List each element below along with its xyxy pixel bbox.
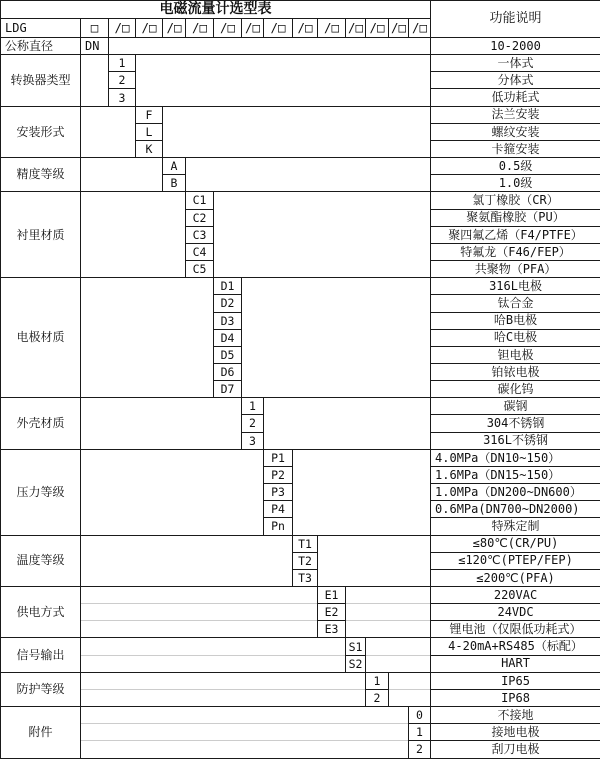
option-code: 2 (366, 689, 389, 706)
option-code: P3 (264, 484, 293, 501)
spacer-cell (81, 707, 409, 724)
option-code: D6 (214, 363, 242, 380)
spacer-cell (264, 415, 431, 432)
option-desc: 铂铱电极 (431, 363, 600, 380)
option-desc: 316L不锈钢 (431, 432, 600, 449)
category-label: 转换器类型 (1, 55, 81, 106)
spacer-cell (318, 535, 431, 552)
option-desc: 1.6MPa（DN15~150） (431, 466, 600, 483)
option-desc: 哈B电极 (431, 312, 600, 329)
spacer-cell (346, 621, 431, 638)
spacer-cell (81, 587, 318, 604)
category-label: 精度等级 (1, 158, 81, 192)
option-code: 2 (242, 415, 264, 432)
option-desc: 卡箍安装 (431, 140, 600, 157)
option-desc: 1.0MPa（DN200~DN600） (431, 484, 600, 501)
option-desc: 0.5级 (431, 158, 600, 175)
spacer-cell (242, 346, 431, 363)
option-desc: HART (431, 655, 600, 672)
option-desc: 氯丁橡胶（CR） (431, 192, 600, 209)
category-label: 衬里材质 (1, 192, 81, 278)
category-label: 防护等级 (1, 672, 81, 706)
option-code: 1 (242, 398, 264, 415)
model-code-slot: /□ (186, 19, 214, 38)
spacer-cell (136, 72, 431, 89)
option-code: C5 (186, 261, 214, 278)
option-code: F (136, 106, 163, 123)
spacer-cell (242, 295, 431, 312)
option-code: P4 (264, 501, 293, 518)
option-desc: 钛合金 (431, 295, 600, 312)
spacer-cell (81, 398, 242, 415)
option-code: D2 (214, 295, 242, 312)
option-code: D1 (214, 278, 242, 295)
option-code: 3 (109, 89, 136, 106)
option-desc: ≤80℃(CR/PU) (431, 535, 600, 552)
page-title: 电磁流量计选型表 (1, 1, 431, 19)
option-desc: 聚氨酯橡胶（PU） (431, 209, 600, 226)
option-desc: 碳钢 (431, 398, 600, 415)
spacer-cell (81, 226, 186, 243)
option-desc: ≤200℃(PFA) (431, 569, 600, 586)
spacer-cell (163, 140, 431, 157)
option-desc: 法兰安装 (431, 106, 600, 123)
option-desc: 特殊定制 (431, 518, 600, 535)
spacer-cell (366, 638, 431, 655)
model-code-slot: /□ (366, 19, 389, 38)
option-desc: 共聚物（PFA） (431, 261, 600, 278)
option-code: E3 (318, 621, 346, 638)
option-code: 0 (409, 707, 431, 724)
option-code: D4 (214, 329, 242, 346)
spacer-cell (346, 604, 431, 621)
spacer-cell (81, 604, 318, 621)
spacer-cell (264, 398, 431, 415)
option-desc: 4-20mA+RS485（标配） (431, 638, 600, 655)
spacer-cell (81, 466, 264, 483)
category-label: 供电方式 (1, 587, 81, 638)
spacer-cell (81, 535, 293, 552)
spacer-cell (293, 518, 431, 535)
spacer-cell (81, 621, 318, 638)
spacer-cell (81, 484, 264, 501)
spacer-cell (242, 312, 431, 329)
option-code: C4 (186, 243, 214, 260)
option-code: T2 (293, 552, 318, 569)
spacer-cell (81, 295, 214, 312)
option-code: D7 (214, 381, 242, 398)
option-code: C1 (186, 192, 214, 209)
model-code-slot: /□ (318, 19, 346, 38)
option-code: S1 (346, 638, 366, 655)
option-code: C2 (186, 209, 214, 226)
spacer-cell (81, 655, 346, 672)
category-label: 安装形式 (1, 106, 81, 157)
spacer-cell (366, 655, 431, 672)
spacer-cell (264, 432, 431, 449)
spacer-cell (81, 415, 242, 432)
option-desc: 304不锈钢 (431, 415, 600, 432)
category-label: 压力等级 (1, 449, 81, 535)
spacer-cell (346, 587, 431, 604)
spacer-cell (81, 106, 136, 123)
spacer-cell (81, 89, 109, 106)
spacer-cell (81, 158, 163, 175)
option-desc: 分体式 (431, 72, 600, 89)
spacer-cell (81, 72, 109, 89)
spacer-cell (81, 329, 214, 346)
option-code: T3 (293, 569, 318, 586)
category-label: 外壳材质 (1, 398, 81, 449)
spacer-cell (293, 501, 431, 518)
spacer-cell (81, 724, 409, 741)
spacer-cell (242, 278, 431, 295)
spacer-cell (242, 329, 431, 346)
option-code: E2 (318, 604, 346, 621)
option-desc: ≤120℃(PTEP/FEP) (431, 552, 600, 569)
spacer-cell (81, 689, 366, 706)
spacer-cell (293, 466, 431, 483)
option-desc: 1.0级 (431, 175, 600, 192)
option-desc: 316L电极 (431, 278, 600, 295)
option-desc: 锂电池（仅限低功耗式） (431, 621, 600, 638)
category-label: 附件 (1, 707, 81, 758)
spacer-cell (136, 89, 431, 106)
option-desc: 接地电极 (431, 724, 600, 741)
option-code: P2 (264, 466, 293, 483)
model-code-slot: /□ (242, 19, 264, 38)
option-code: S2 (346, 655, 366, 672)
option-desc: 不接地 (431, 707, 600, 724)
spacer-cell (214, 192, 431, 209)
spacer-cell (81, 261, 186, 278)
spacer-cell (293, 484, 431, 501)
option-code: 2 (409, 741, 431, 758)
option-desc: 0.6MPa(DN700~DN2000) (431, 501, 600, 518)
option-code: Pn (264, 518, 293, 535)
spacer-cell (81, 243, 186, 260)
spacer-cell (81, 552, 293, 569)
spacer-cell (81, 363, 214, 380)
model-code-slot: /□ (214, 19, 242, 38)
spacer-cell (81, 209, 186, 226)
spacer-cell (214, 261, 431, 278)
option-code: K (136, 140, 163, 157)
spacer-cell (81, 175, 163, 192)
spacer-cell (293, 449, 431, 466)
spacer-cell (242, 381, 431, 398)
category-label: 电极材质 (1, 278, 81, 398)
option-code: D5 (214, 346, 242, 363)
option-desc: 哈C电极 (431, 329, 600, 346)
model-prefix: LDG (1, 19, 81, 38)
model-code-slot: /□ (409, 19, 431, 38)
category-label: 温度等级 (1, 535, 81, 586)
spacer-cell (109, 38, 431, 55)
option-code: 1 (366, 672, 389, 689)
spacer-cell (81, 449, 264, 466)
spacer-cell (81, 278, 214, 295)
option-desc: 一体式 (431, 55, 600, 72)
option-desc: 特氟龙（F46/FEP） (431, 243, 600, 260)
model-code-slot: /□ (346, 19, 366, 38)
spacer-cell (81, 569, 293, 586)
spacer-cell (136, 55, 431, 72)
spacer-cell (163, 106, 431, 123)
option-desc: 钽电极 (431, 346, 600, 363)
option-code: D3 (214, 312, 242, 329)
option-desc: 刮刀电极 (431, 741, 600, 758)
option-code: L (136, 123, 163, 140)
option-code: P1 (264, 449, 293, 466)
function-column-header: 功能说明 (431, 1, 600, 38)
spacer-cell (81, 518, 264, 535)
option-desc: IP68 (431, 689, 600, 706)
option-desc: IP65 (431, 672, 600, 689)
model-code-slot: /□ (136, 19, 163, 38)
option-code: 1 (109, 55, 136, 72)
option-code: 3 (242, 432, 264, 449)
dn-label: 公称直径 (1, 38, 81, 55)
dn-desc: 10-2000 (431, 38, 600, 55)
spacer-cell (214, 243, 431, 260)
model-code-slot: /□ (293, 19, 318, 38)
category-label: 信号输出 (1, 638, 81, 672)
spacer-cell (186, 175, 431, 192)
spacer-cell (81, 672, 366, 689)
spacer-cell (318, 569, 431, 586)
spacer-cell (81, 312, 214, 329)
spacer-cell (186, 158, 431, 175)
spacer-cell (242, 363, 431, 380)
spacer-cell (214, 226, 431, 243)
spacer-cell (81, 381, 214, 398)
spacer-cell (214, 209, 431, 226)
option-desc: 24VDC (431, 604, 600, 621)
spacer-cell (389, 672, 431, 689)
spacer-cell (81, 501, 264, 518)
spacer-cell (318, 552, 431, 569)
model-code-slot: /□ (264, 19, 293, 38)
option-code: 2 (109, 72, 136, 89)
spacer-cell (81, 432, 242, 449)
option-code: E1 (318, 587, 346, 604)
spacer-cell (81, 192, 186, 209)
option-code: 1 (409, 724, 431, 741)
model-code-slot: /□ (163, 19, 186, 38)
model-code-slot: /□ (389, 19, 409, 38)
spacer-cell (81, 346, 214, 363)
option-code: B (163, 175, 186, 192)
spacer-cell (81, 123, 136, 140)
spacer-cell (163, 123, 431, 140)
model-code-slot: /□ (109, 19, 136, 38)
option-code: C3 (186, 226, 214, 243)
spacer-cell (81, 741, 409, 758)
option-desc: 聚四氟乙烯（F4/PTFE） (431, 226, 600, 243)
option-code: T1 (293, 535, 318, 552)
model-box-slot: □ (81, 19, 109, 38)
spacer-cell (389, 689, 431, 706)
dn-code: DN (81, 38, 109, 55)
option-desc: 螺纹安装 (431, 123, 600, 140)
spacer-cell (81, 55, 109, 72)
option-desc: 低功耗式 (431, 89, 600, 106)
option-code: A (163, 158, 186, 175)
option-desc: 220VAC (431, 587, 600, 604)
option-desc: 碳化钨 (431, 381, 600, 398)
spacer-cell (81, 140, 136, 157)
spacer-cell (81, 638, 346, 655)
option-desc: 4.0MPa（DN10~150） (431, 449, 600, 466)
